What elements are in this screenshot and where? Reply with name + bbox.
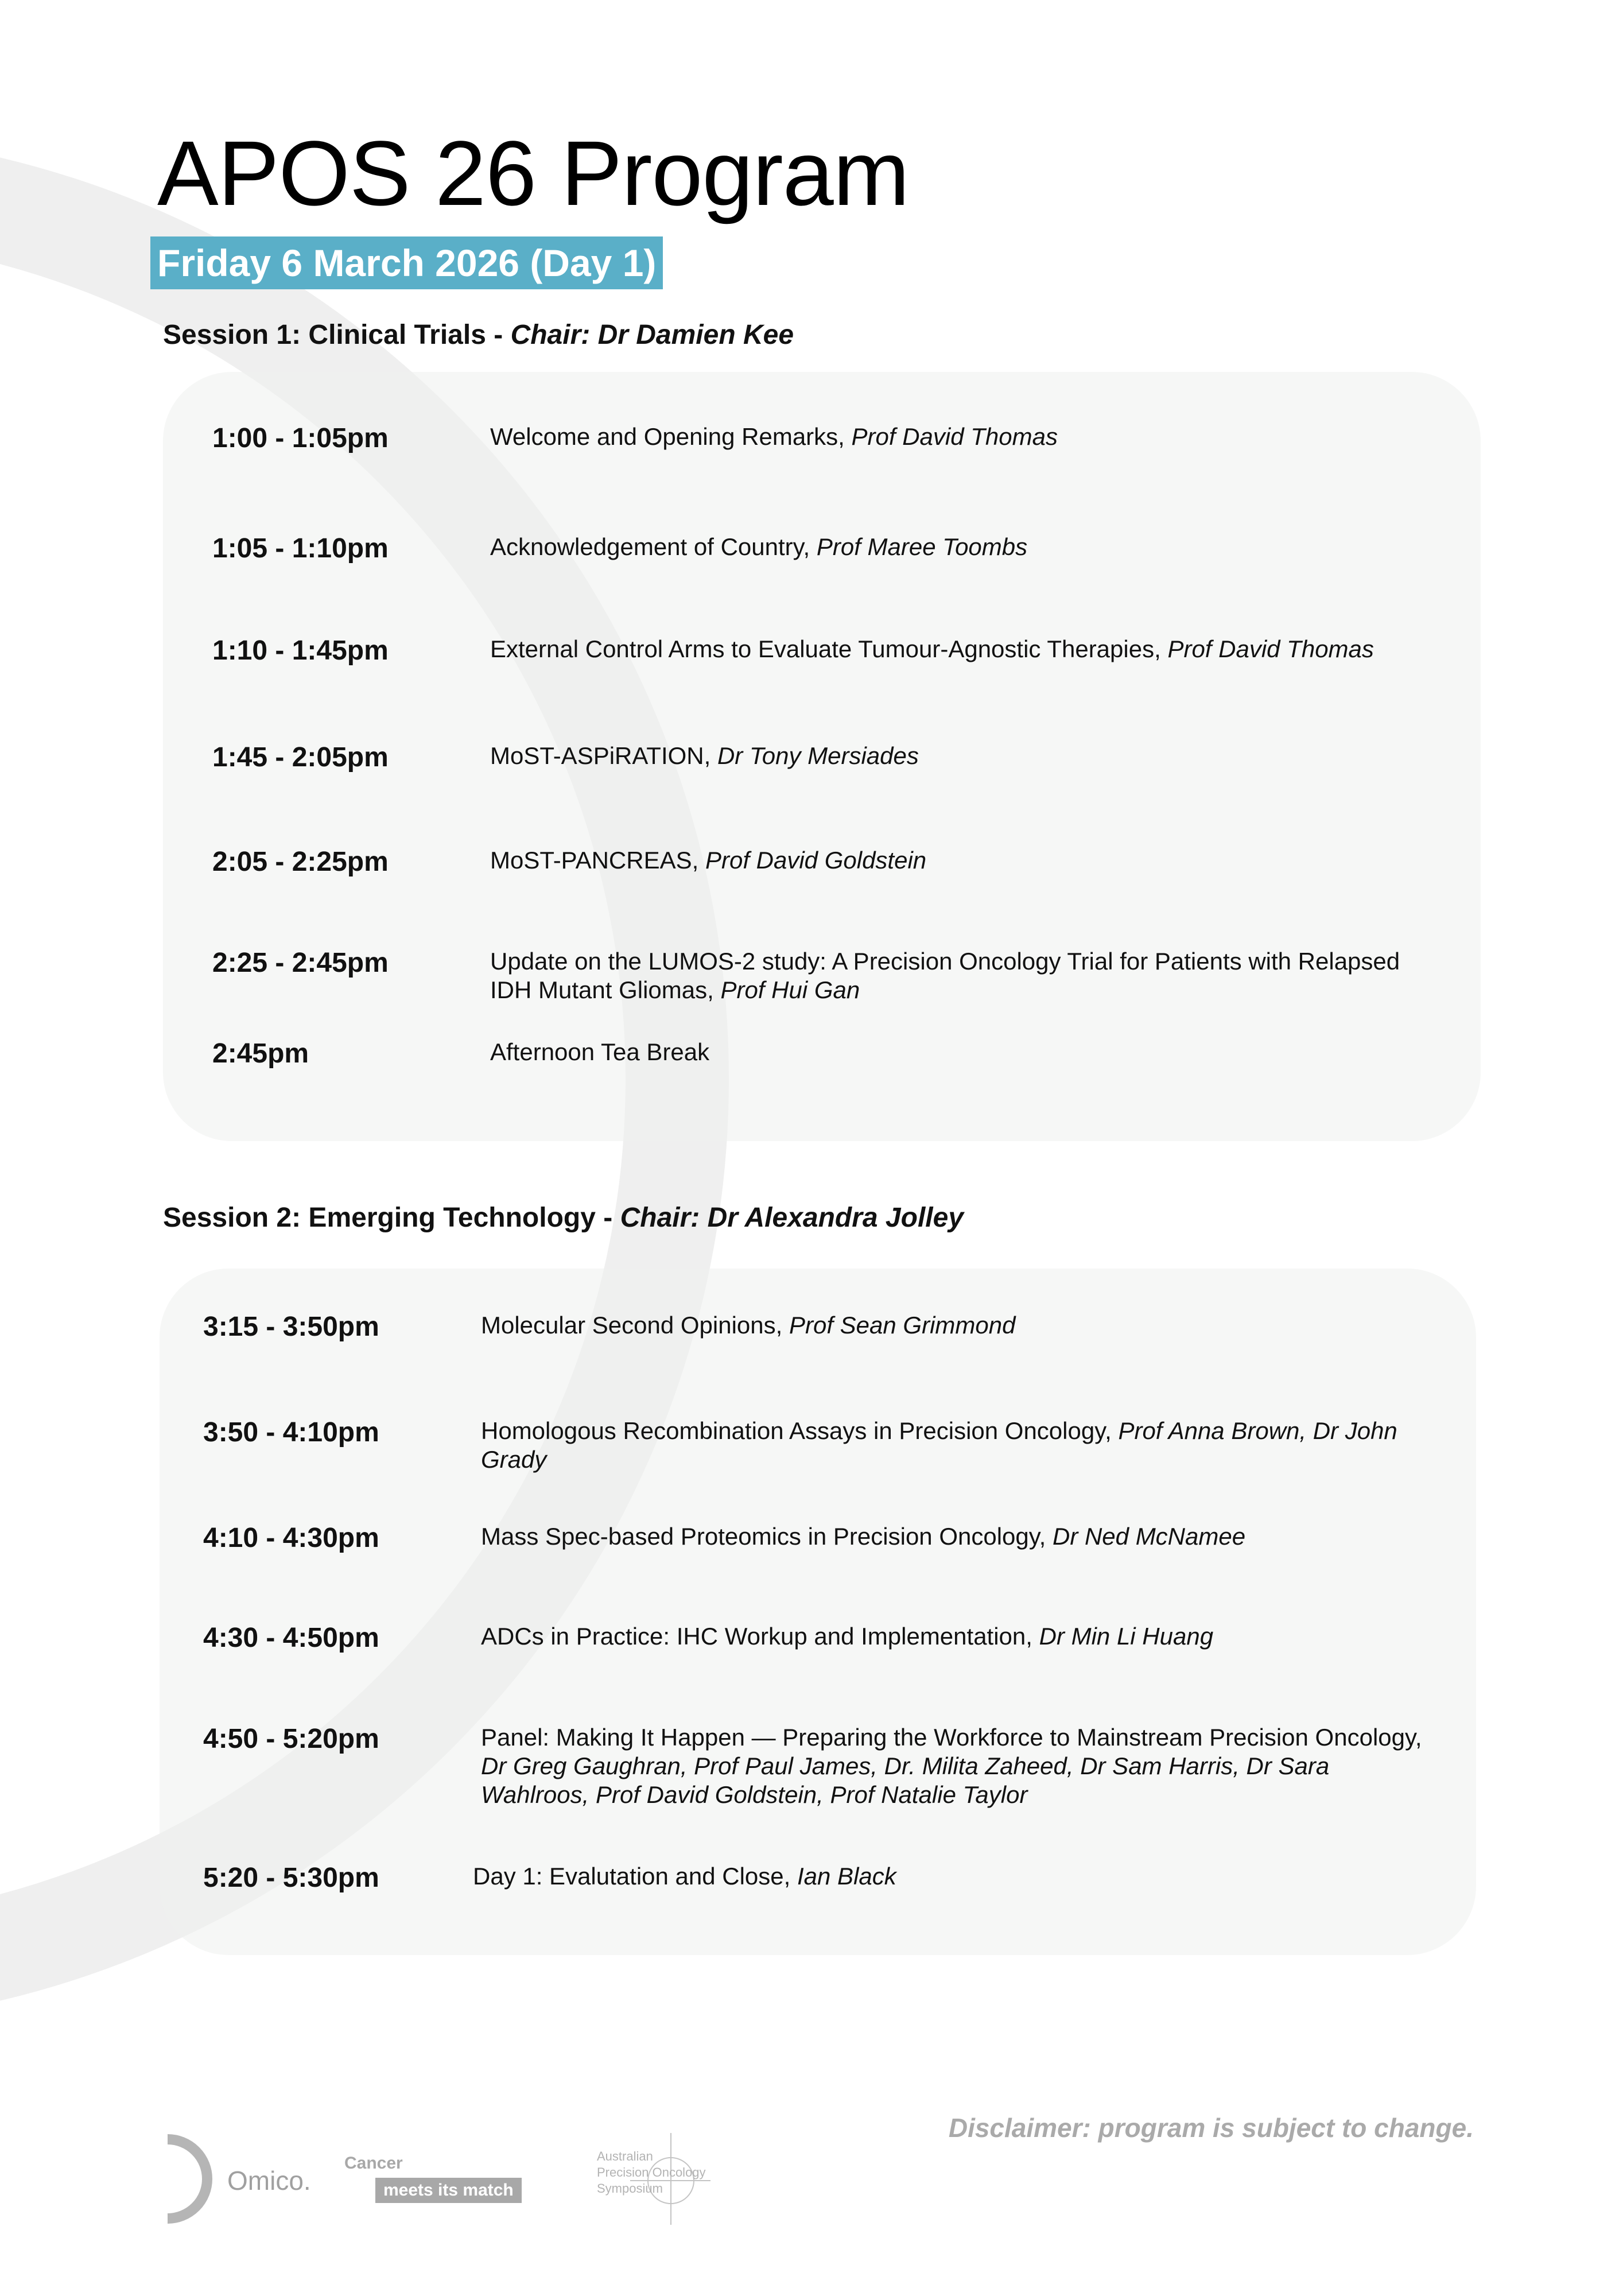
row-speaker: Prof Sean Grimmond: [789, 1312, 1016, 1339]
row-description: [490, 846, 1446, 875]
row-speaker: Prof Anna Brown, Dr John Grady: [481, 1417, 1397, 1473]
session-2-panel: [160, 1269, 1476, 1955]
row-speaker: Prof David Thomas: [851, 423, 1058, 450]
row-time: 1:05 - 1:10pm: [212, 533, 389, 564]
apos-logo-line: Australian: [597, 2149, 653, 2163]
row-title: MoST-ASPiRATION,: [490, 742, 717, 769]
row-title: Update on the LUMOS-2 study: A Precision Oncology Trial for Patients with Relapsed IDH Mutant Gliomas,: [490, 948, 1400, 1003]
row-description: [490, 947, 1446, 1004]
apos-logo-line: Symposium: [597, 2181, 663, 2196]
row-speaker: Dr Min Li Huang: [1039, 1623, 1214, 1650]
row-description: [473, 1862, 1442, 1891]
row-speaker: Prof Maree Toombs: [816, 533, 1028, 560]
row-speaker: Dr Ned McNamee: [1052, 1523, 1246, 1550]
day-badge: Friday 6 March 2026 (Day 1): [150, 236, 663, 289]
session-2-chair: Chair: Dr Alexandra Jolley: [620, 1203, 964, 1233]
row-time: 4:30 - 4:50pm: [203, 1623, 379, 1653]
row-time: 3:50 - 4:10pm: [203, 1417, 379, 1448]
row-time: 2:05 - 2:25pm: [212, 847, 389, 877]
row-time: 2:25 - 2:45pm: [212, 948, 389, 978]
row-description: [490, 1038, 1446, 1066]
row-description: [490, 533, 1446, 561]
cancer-logo-top: Cancer: [344, 2154, 403, 2173]
row-description: [481, 1311, 1442, 1340]
row-title: MoST-PANCREAS,: [490, 847, 705, 874]
row-description: [490, 635, 1446, 664]
session-1-chair: Chair: Dr Damien Kee: [510, 320, 794, 350]
row-title: Mass Spec-based Proteomics in Precision Oncology,: [481, 1523, 1053, 1550]
row-speaker: Ian Black: [797, 1863, 896, 1890]
row-time: 1:10 - 1:45pm: [212, 635, 389, 666]
row-title: Homologous Recombination Assays in Precision Oncology,: [481, 1417, 1119, 1444]
row-time: 5:20 - 5:30pm: [203, 1863, 379, 1893]
row-speaker: Prof Hui Gan: [720, 976, 860, 1003]
row-title: Day 1: Evalutation and Close,: [473, 1863, 797, 1890]
row-speaker: Dr Greg Gaughran, Prof Paul James, Dr. Milita Zaheed, Dr Sam Harris, Dr Sara Wahlroos, Prof David Goldstein, Prof Natalie Taylor: [481, 1752, 1330, 1808]
row-title: Panel: Making It Happen — Preparing the Workforce to Mainstream Precision Oncology,: [481, 1724, 1422, 1751]
row-description: [481, 1522, 1442, 1551]
row-description: [481, 1417, 1442, 1474]
omico-logo-text: Omico.: [227, 2166, 311, 2196]
row-title: Afternoon Tea Break: [490, 1038, 710, 1065]
row-description: [481, 1723, 1442, 1809]
page-title: APOS 26 Program: [157, 122, 909, 224]
omico-logo-icon: [123, 2134, 212, 2224]
row-time: 1:45 - 2:05pm: [212, 742, 389, 773]
row-description: [481, 1622, 1442, 1651]
row-time: 4:50 - 5:20pm: [203, 1724, 379, 1754]
session-1-heading: [163, 319, 794, 351]
row-time: 3:15 - 3:50pm: [203, 1312, 379, 1342]
disclaimer: Disclaimer: program is subject to change.: [948, 2113, 1474, 2143]
session-2-title: Session 2: Emerging Technology -: [163, 1203, 620, 1233]
row-speaker: Prof David Goldstein: [705, 847, 927, 874]
session-1-panel: [163, 372, 1481, 1141]
session-1-title: Session 1: Clinical Trials -: [163, 320, 511, 350]
row-title: External Control Arms to Evaluate Tumour-Agnostic Therapies,: [490, 635, 1168, 662]
row-description: [490, 422, 1446, 451]
row-title: Acknowledgement of Country,: [490, 533, 817, 560]
session-2-heading: [163, 1202, 964, 1234]
row-time: 1:00 - 1:05pm: [212, 423, 389, 453]
row-time: 4:10 - 4:30pm: [203, 1523, 379, 1553]
apos-logo: [597, 2133, 735, 2225]
apos-logo-line: Precision Oncology: [597, 2165, 706, 2179]
row-title: Welcome and Opening Remarks,: [490, 423, 852, 450]
cancer-logo-bottom: meets its match: [375, 2178, 522, 2203]
row-speaker: Prof David Thomas: [1167, 635, 1374, 662]
row-title: Molecular Second Opinions,: [481, 1312, 789, 1339]
row-speaker: Dr Tony Mersiades: [717, 742, 919, 769]
row-time: 2:45pm: [212, 1038, 309, 1069]
row-description: [490, 742, 1446, 770]
row-title: ADCs in Practice: IHC Workup and Implementation,: [481, 1623, 1039, 1650]
